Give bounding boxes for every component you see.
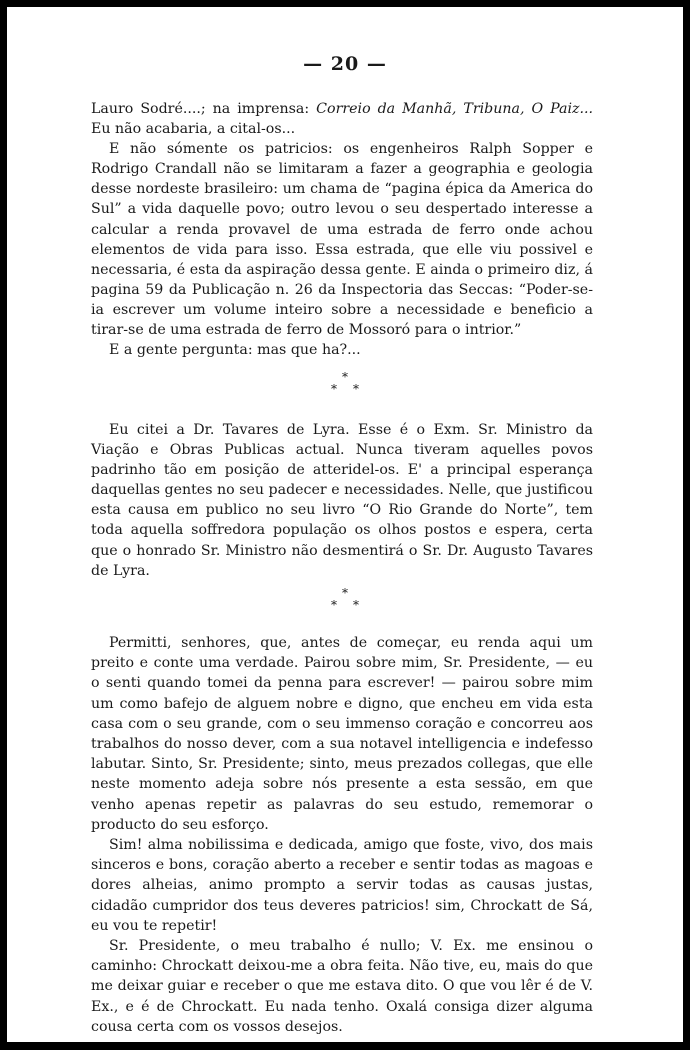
paragraph-permitti: Permitti, senhores, que, antes de começar, eu renda aqui um preito e conte uma verdade. Pairou sobre mim, Sr. Presidente, — eu o senti quando tomei da penna para escrever! — pairou sobre mim um como bafejo de alguem nobre e digno, que encheu em vida esta casa com o seu grande, com o seu immenso coração e concorreu aos trabalhos do nosso dever, com a sua notavel intelligencia e indefesso labutar. Sinto, Sr. Presidente; sinto, meus prezados collegas, que elle neste momento adeja sobre nós presente a esta sessão, em que venho apenas repetir as palavras do seu estudo, rememorar o producto do seu esforço. [91,635,593,833]
section-homage [91,633,593,1037]
paragraph-text: Lauro Sodré....; na imprensa: [91,101,317,117]
section-divider-asterism [7,587,683,611]
asterism-bottom-row [7,599,683,611]
asterism-bottom-row [7,383,683,395]
section-minister [91,420,593,581]
section-divider-asterism [7,371,683,395]
newspaper-names: Correio da Manhã, Tribuna, O Paiz... [316,101,593,117]
paragraph-engineers: E não sómente os patricios: os engenheiros Ralph Sopper e Rodrigo Crandall não se limitaram a fazer a geographia e geologia desse nordeste brasileiro: um chama de “pagina épica da America do Sul” a vida daquelle povo; outro levou o seu despertado interesse a calcular a renda provavel de uma estrada de ferro onde achou elementos de vida para isso. Essa estrada, que elle viu possivel e necessaria, é esta da aspiração dessa gente. E ainda o primeiro diz, á pagina 59 da Publicação n. 26 da Inspectoria das Seccas: “Poder-se-ia escrever um volume inteiro sobre a necessidade e beneficio a tirar-se de uma estrada de ferro de Mossoró para o intrior.” [91,141,593,339]
asterism-star: * [342,370,348,384]
paragraph-conclusion: Sr. Presidente, o meu trabalho é nullo; V. Ex. me ensinou o caminho: Chrockatt deixou-me a obra feita. Não tive, eu, mais do que me deixar guiar e receber o que me estava dito. O que vou lêr é de V. Ex., e é de Chrockatt. Eu nada tenho. Oxalá consiga dizer alguma cousa certa com os vossos desejos. [91,938,593,1035]
document-page [7,7,683,1042]
asterism-star: * [331,598,337,612]
paragraph-text: Eu não acabaria, a cital-os... [91,121,296,138]
section-tribute-list [91,99,593,360]
asterism-top-row [7,371,683,383]
paragraph-press-mentions [91,99,593,139]
asterism-star: * [353,382,359,396]
page-number: — 20 — [303,53,387,75]
asterism-top-row [7,587,683,599]
paragraph-minister: Eu citei a Dr. Tavares de Lyra. Esse é o Exm. Sr. Ministro da Viação e Obras Publicas actual. Nunca tiveram aquelles povos padrinho tão em posição de atteridel-os. E' a principal esperança daquellas gentes no seu padecer e necessidades. Nelle, que justificou esta causa em publico no seu livro “O Rio Grande do Norte”, tem toda aquella soffredora população os olhos postos e espera, certa que o honrado Sr. Ministro não desmentirá o Sr. Dr. Augusto Tavares de Lyra. [91,422,593,579]
paragraph-question: E a gente pergunta: mas que ha?... [109,342,361,359]
paragraph-chrockatt: Sim! alma nobilissima e dedicada, amigo que foste, vivo, dos mais sinceros e bons, coração aberto a receber e sentir todas as magoas e dores alheias, animo prompto a servir todas as causas justas, cidadão cumpridor dos teus deveres patricios! sim, Chrockatt de Sá, eu vou te repetir! [91,837,593,934]
asterism-star: * [342,586,348,600]
asterism-star: * [331,382,337,396]
asterism-star: * [353,598,359,612]
